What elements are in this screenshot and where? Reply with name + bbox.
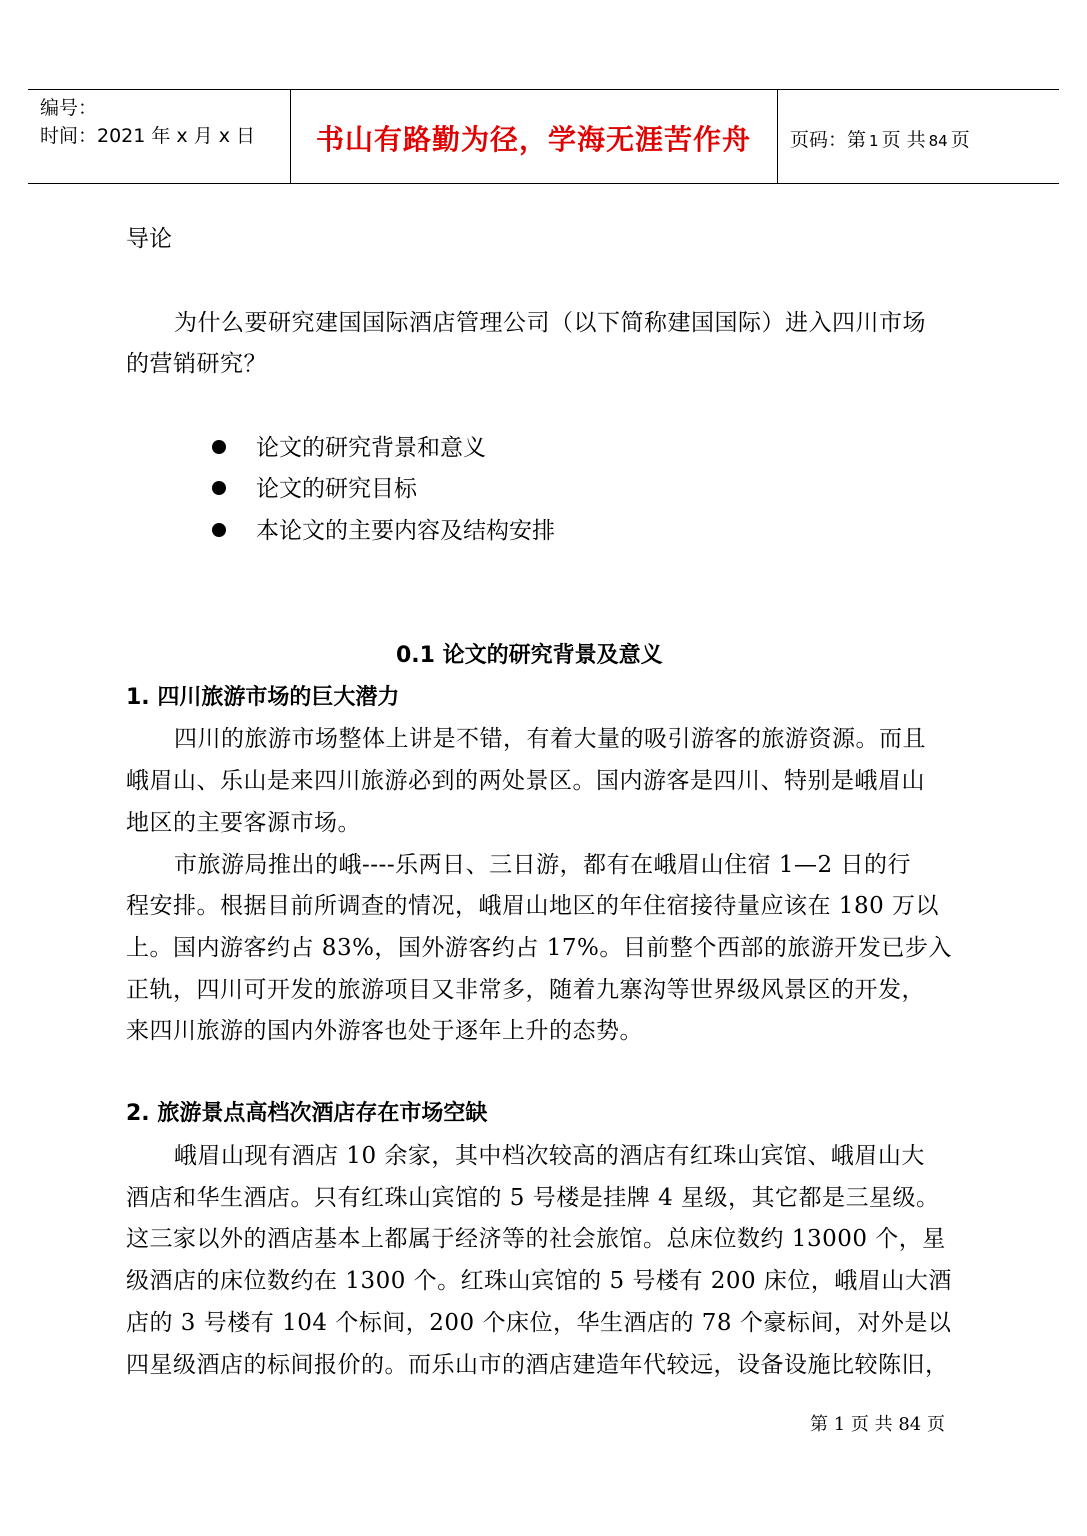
paragraph-line: 四川的旅游市场整体上讲是不错，有着大量的吸引游客的旅游资源。而且 xyxy=(174,726,926,752)
subsection-title: 2. 旅游景点高档次酒店存在市场空缺 xyxy=(126,1101,488,1126)
paragraph-line: 来四川旅游的国内外游客也处于逐年上升的态势。 xyxy=(126,1018,643,1044)
paragraph-line: 程安排。根据目前所调查的情况，峨眉山地区的年住宿接待量应该在 180 万以 xyxy=(126,893,940,919)
bullet-icon xyxy=(212,523,226,537)
bullet-text: 论文的研究背景和意义 xyxy=(256,435,486,461)
subsection-title: 1. 四川旅游市场的巨大潜力 xyxy=(126,685,400,710)
paragraph-line: 市旅游局推出的峨----乐两日、三日游，都有在峨眉山住宿 1—2 日的行 xyxy=(174,852,911,878)
bullet-item xyxy=(212,429,486,462)
paragraph-line: 这三家以外的酒店基本上都属于经济等的社会旅馆。总床位数约 13000 个，星 xyxy=(126,1226,946,1252)
page-footer: 第 1 页 共 84 页 xyxy=(810,1414,945,1435)
bullet-item xyxy=(212,512,555,545)
header-left xyxy=(40,94,255,150)
section-heading: 0.1 论文的研究背景及意义 xyxy=(396,643,663,668)
paragraph-line: 四星级酒店的标间报价的。而乐山市的酒店建造年代较远，设备设施比较陈旧， xyxy=(126,1352,949,1378)
paragraph-line: 峨眉山、乐山是来四川旅游必到的两处景区。国内游客是四川、特别是峨眉山 xyxy=(126,768,925,794)
header-motto: 书山有路勤为径，学海无涯苦作舟 xyxy=(315,123,751,156)
page-mid: 页 共 xyxy=(881,129,926,151)
page-total: 84 xyxy=(928,132,948,150)
paragraph-line: 店的 3 号楼有 104 个标间，200 个床位，华生酒店的 78 个豪标间，对外是以 xyxy=(126,1310,952,1336)
bullet-icon xyxy=(212,481,226,495)
paragraph-line: 地区的主要客源市场。 xyxy=(126,810,361,836)
page-suffix: 页 xyxy=(950,129,970,151)
paragraph-line: 峨眉山现有酒店 10 余家，其中档次较高的酒店有红珠山宾馆、峨眉山大 xyxy=(174,1143,925,1169)
header-table xyxy=(28,89,1059,184)
paragraph-line: 正轨，四川可开发的旅游项目又非常多，随着九寨沟等世界级风景区的开发， xyxy=(126,977,925,1003)
page-prefix: 页码：第 xyxy=(790,129,867,151)
header-divider xyxy=(777,90,778,183)
paragraph-line: 上。国内游客约占 83%，国外游客约占 17%。目前整个西部的旅游开发已步入 xyxy=(126,935,952,961)
bullet-item xyxy=(212,470,417,503)
bullet-icon xyxy=(212,440,226,454)
time-label: 时间：2021 年 x 月 x 日 xyxy=(40,125,256,147)
bullet-text: 论文的研究目标 xyxy=(256,476,417,502)
number-label: 编号： xyxy=(40,97,98,119)
header-page-info xyxy=(790,125,970,152)
intro-question-line: 为什么要研究建国国际酒店管理公司（以下简称建国国际）进入四川市场 xyxy=(174,310,926,336)
intro-title: 导论 xyxy=(126,226,172,252)
intro-question-line: 的营销研究？ xyxy=(126,351,267,377)
paragraph-line: 级酒店的床位数约在 1300 个。红珠山宾馆的 5 号楼有 200 床位，峨眉山大酒 xyxy=(126,1268,952,1294)
page-number: 1 xyxy=(869,132,879,150)
paragraph-line: 酒店和华生酒店。只有红珠山宾馆的 5 号楼是挂牌 4 星级，其它都是三星级。 xyxy=(126,1185,940,1211)
bullet-text: 本论文的主要内容及结构安排 xyxy=(256,518,555,544)
